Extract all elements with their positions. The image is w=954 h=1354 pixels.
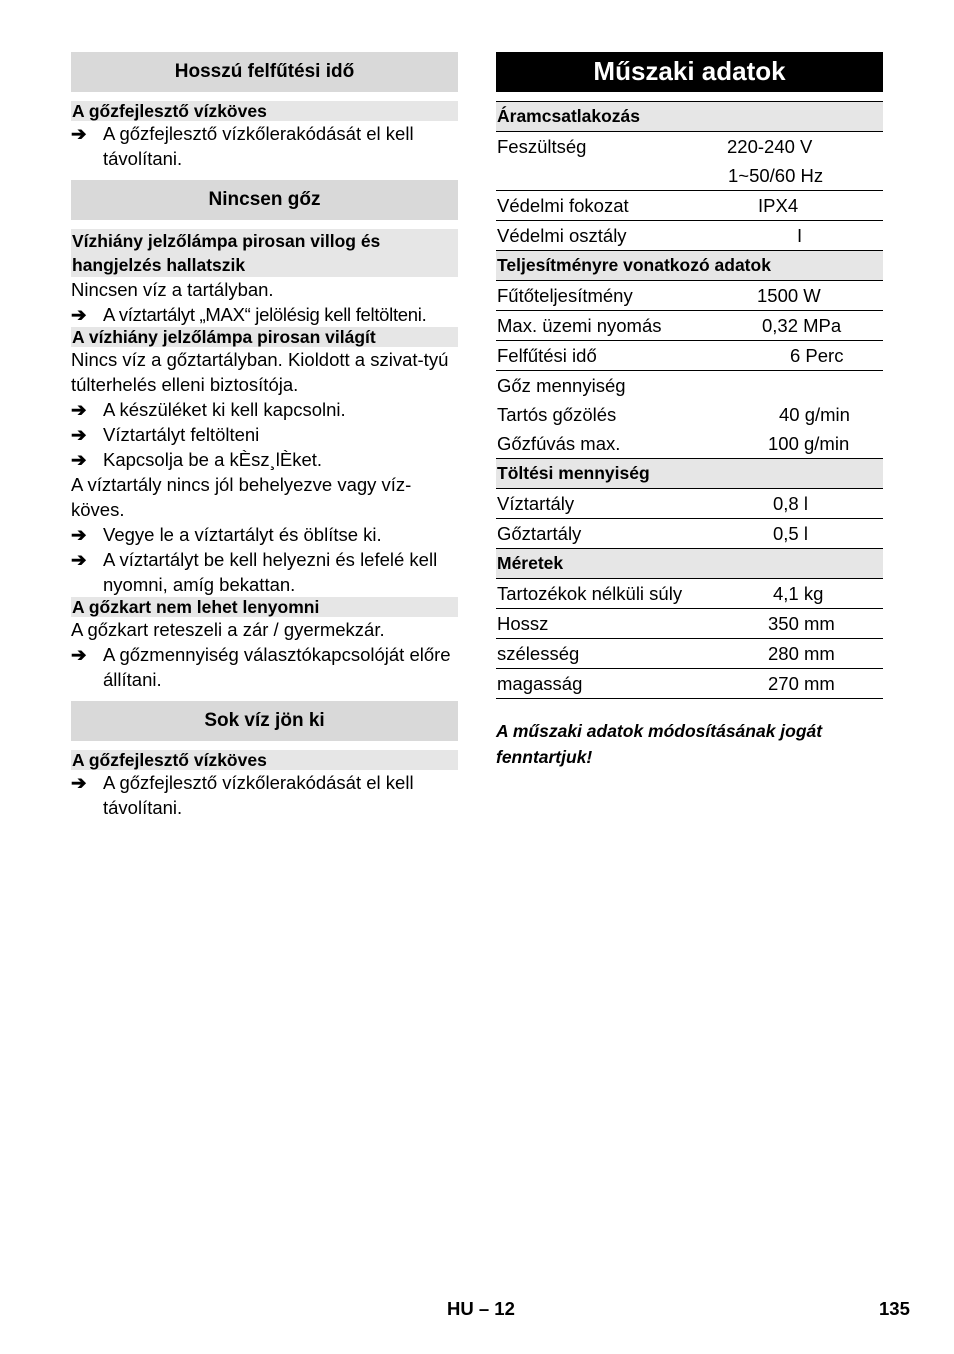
table-row: Gőztartály 0,5 l — [496, 519, 883, 549]
list-item: ➔ Kapcsolja be a kÈsz¸lÈket. — [71, 449, 323, 470]
section-label: Teljesítményre vonatkozó adatok — [496, 251, 883, 281]
table-row: 1~50/60 Hz — [728, 164, 824, 186]
arrow-right-icon: ➔ — [71, 304, 87, 325]
left-column — [71, 52, 458, 820]
table-row: Tartós gőzölés 40 g/min — [497, 403, 850, 425]
list-item: ➔ A gőzfejlesztő vízkőlerakódását el kell távolítani. — [71, 123, 414, 169]
table-row: Víztartály 0,8 l — [496, 489, 883, 519]
arrow-right-icon: ➔ — [71, 644, 87, 665]
arrow-right-icon: ➔ — [71, 399, 87, 420]
section-title-much-water: Sok víz jön ki — [71, 701, 458, 741]
list-item: ➔ A gőzfejlesztő vízkőlerakódását el kell távolítani. — [71, 772, 414, 818]
disclaimer-note: A műszaki adatok módosításának jogát fenntartjuk! — [496, 721, 823, 767]
section-label: Áramcsatlakozás — [496, 102, 883, 132]
table-row: szélesség 280 mm — [496, 639, 883, 669]
arrow-right-icon: ➔ — [71, 449, 87, 470]
paragraph: Nincs víz a gőztartályban. Kioldott a szivat-tyú túlterhelés elleni biztosítója. — [71, 349, 449, 395]
page-title: Műszaki adatok — [496, 52, 883, 92]
section-label: Méretek — [496, 549, 883, 579]
list-item: ➔ A készüléket ki kell kapcsolni. — [71, 399, 346, 420]
table-row: Gőz mennyiség — [496, 371, 883, 401]
subheading-water-lamp-lit: A vízhiány jelzőlámpa pirosan világít — [71, 327, 458, 347]
table-row: Védelmi osztály I — [496, 221, 883, 251]
table-row: Védelmi fokozat IPX4 — [496, 191, 883, 221]
paragraph: A gőzkart reteszeli a zár / gyermekzár. — [71, 619, 385, 640]
subheading-scale-1: A gőzfejlesztő vízköves — [71, 101, 458, 121]
list-item: ➔ Víztartályt feltölteni — [71, 424, 260, 445]
list-item: ➔ A víztartályt be kell helyezni és lefelé kell nyomni, amíg bekattan. — [71, 549, 438, 595]
table-row: Felfűtési idő 6 Perc — [496, 341, 883, 371]
footer-section-label: HU – 12 — [447, 1298, 515, 1319]
subheading-water-lamp-blinking: Vízhiány jelzőlámpa pirosan villog és hangjelzés hallatszik — [71, 229, 458, 277]
section-title-long-heating: Hosszú felfűtési idő — [71, 52, 458, 92]
spec-table — [496, 101, 883, 699]
table-section-row — [496, 102, 883, 132]
table-row: Hossz 350 mm — [496, 609, 883, 639]
list-item: ➔ Vegye le a víztartályt és öblítse ki. — [71, 524, 382, 545]
section-title-no-steam: Nincsen gőz — [71, 180, 458, 220]
arrow-right-icon: ➔ — [71, 772, 87, 793]
subheading-scale-2: A gőzfejlesztő vízköves — [71, 750, 458, 770]
arrow-right-icon: ➔ — [71, 524, 87, 545]
subheading-steam-lever: A gőzkart nem lehet lenyomni — [71, 597, 458, 617]
arrow-right-icon: ➔ — [71, 123, 87, 144]
section-label: Töltési mennyiség — [496, 459, 883, 489]
table-row: Feszültség 220-240 V — [496, 132, 883, 162]
page-number: 135 — [879, 1298, 910, 1319]
right-column — [496, 52, 883, 770]
table-row: Tartozékok nélküli súly 4,1 kg — [496, 579, 883, 609]
list-item: ➔ A gőzmennyiség választókapcsolóját előre állítani. — [71, 644, 451, 690]
table-row: Fűtőteljesítmény 1500 W — [496, 281, 883, 311]
table-row: Max. üzemi nyomás 0,32 MPa — [496, 311, 883, 341]
paragraph: A víztartály nincs jól behelyezve vagy víz-köves. — [71, 474, 412, 520]
paragraph: Nincsen víz a tartályban. — [71, 279, 274, 300]
arrow-right-icon: ➔ — [71, 549, 87, 570]
list-item: ➔ A víztartályt „MAX“ jelölésig kell feltölteni. — [71, 304, 427, 325]
table-row: magasság 270 mm — [496, 669, 883, 699]
table-section-row — [496, 549, 883, 579]
table-section-row — [496, 251, 883, 281]
table-section-row — [496, 459, 883, 489]
arrow-right-icon: ➔ — [71, 424, 87, 445]
table-row: Gőzfúvás max. 100 g/min — [497, 432, 850, 454]
